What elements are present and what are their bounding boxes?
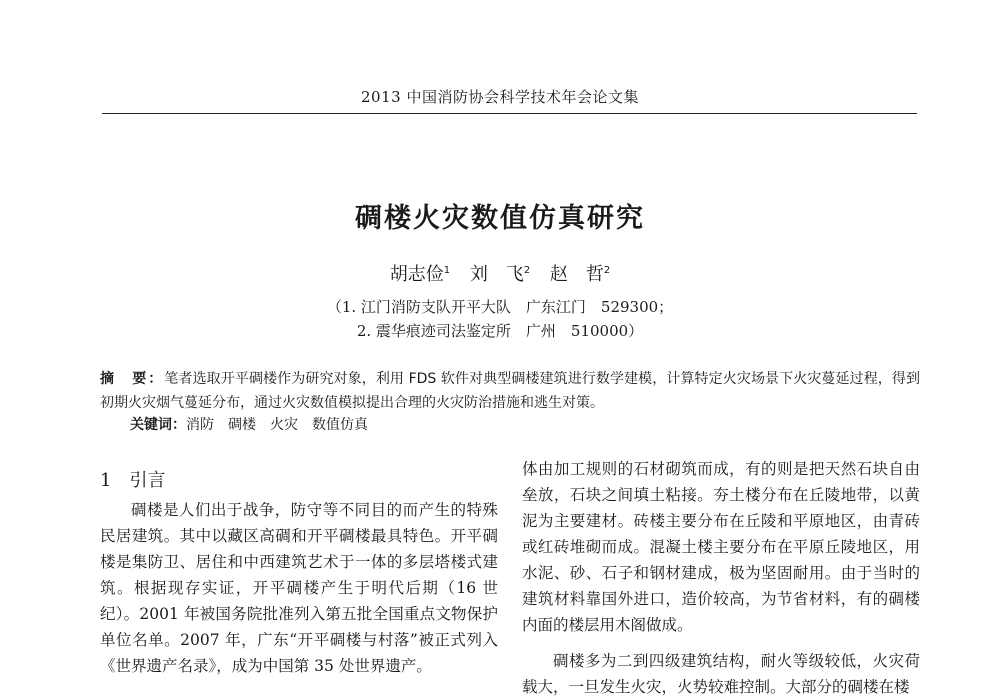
left-paragraph: 碉楼是人们出于战争，防守等不同目的而产生的特殊民居建筑。其中以藏区高碉和开平碉楼最具特色。开平碉楼是集防卫、居住和中西建筑艺术于一体的多层塔楼式建筑。根据现存实证，开平碉楼产生于明代后期（16 世纪）。2001 年被国务院批准列入第五批全国重点文物保护单位名单。2007 年，广东“开平碉楼与村落”被正式列入《世界遗产名录》，成为中国第 35 处世界遗产。 [100,501,498,675]
affiliation-1: （1. 江门消防支队开平大队 广东江门 529300； [326,298,674,316]
right-column [522,456,920,700]
section-heading [100,466,165,492]
left-column [100,497,498,679]
abstract-text: 笔者选取开平碉楼作为研究对象，利用 FDS 软件对典型碉楼建筑进行数学建模，计算特定火灾场景下火灾蔓延过程，得到初期火灾烟气蔓延分布，通过火灾数值模拟提出合理的火灾防治措施和逃生对策。 [100,371,920,411]
right-paragraph-1: 体由加工规则的石材砌筑而成，有的则是把天然石块自由垒放，石块之间填土粘接。夯土楼分布在丘陵地带，以黄泥为主要建材。砖楼主要分布在丘陵和平原地区，由青砖或红砖堆砌而成。混凝土楼主要分布在平原丘陵地区，用水泥、砂、石子和钢材建成，极为坚固耐用。由于当时的建筑材料靠国外进口，造价较高，为节省材料，有的碉楼内面的楼层用木阁做成。 [522,460,920,634]
keywords-text: 消防 碉楼 火灾 数值仿真 [186,417,368,433]
author-list [0,260,1000,286]
header-rule [102,113,917,114]
section-title: 引言 [129,470,166,491]
section-number: 1 [100,470,112,491]
right-paragraph-2: 碉楼多为二到四级建筑结构，耐火等级较低，火灾荷载大，一旦发生火灾，火势较难控制。大部分的碉楼在楼 [522,652,920,696]
author-2: 刘 飞$^2$ [469,264,531,285]
keywords-label: 关键词： [130,417,186,433]
author-3: 赵 哲$^2$ [549,264,611,285]
keywords [130,414,910,434]
running-header: 2013 中国消防协会科学技术年会论文集 [361,88,639,106]
abstract [100,367,920,415]
abstract-label: 摘 要： [100,371,165,387]
affiliation-2: 2. 震华痕迹司法鉴定所 广州 510000） [356,322,644,340]
author-1: 胡志俭$^1$ [389,264,451,285]
paper-title: 碉楼火灾数值仿真研究 [355,203,645,234]
